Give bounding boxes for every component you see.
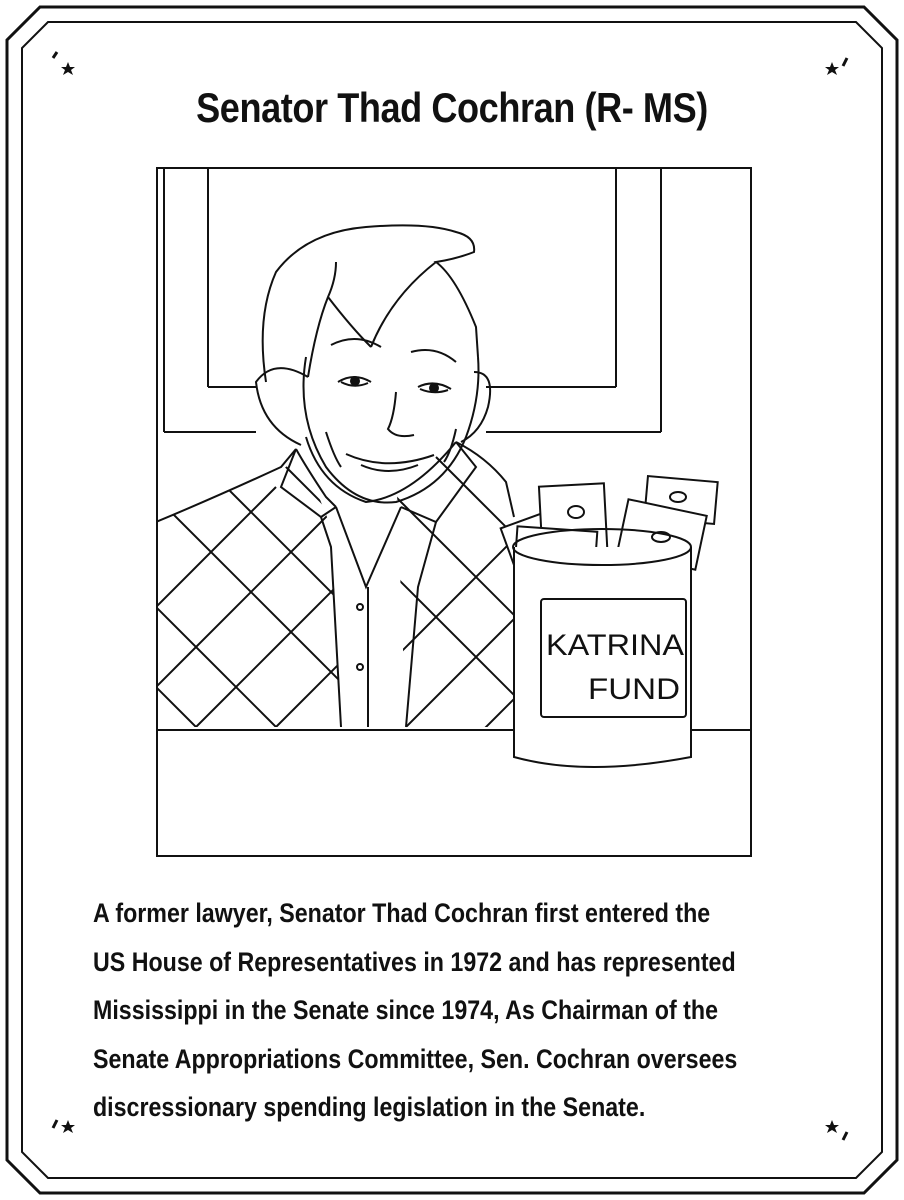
can-label-line2: FUND bbox=[588, 673, 680, 706]
bio-line: Mississippi in the Senate since 1974, As Chairman of the bbox=[93, 995, 718, 1025]
bio-line: Senate Appropriations Committee, Sen. Cochran oversees bbox=[93, 1043, 738, 1074]
shirt-collar bbox=[281, 442, 476, 727]
background-window bbox=[164, 169, 661, 432]
bio-line: US House of Representatives in 1972 and has represented bbox=[93, 946, 736, 977]
star-icon bbox=[53, 1120, 75, 1133]
can-label-line1: KATRINA bbox=[546, 629, 684, 662]
page-title: Senator Thad Cochran (R- MS) bbox=[196, 84, 708, 131]
bio-line: discressionary spending legislation in the Senate. bbox=[93, 1092, 646, 1122]
senator-illustration bbox=[156, 167, 752, 857]
star-icon bbox=[53, 52, 75, 75]
senator-bio bbox=[93, 889, 853, 1132]
bio-line: A former lawyer, Senator Thad Cochran first entered the bbox=[93, 898, 711, 928]
star-icon bbox=[825, 58, 847, 75]
donation-can bbox=[501, 476, 718, 767]
